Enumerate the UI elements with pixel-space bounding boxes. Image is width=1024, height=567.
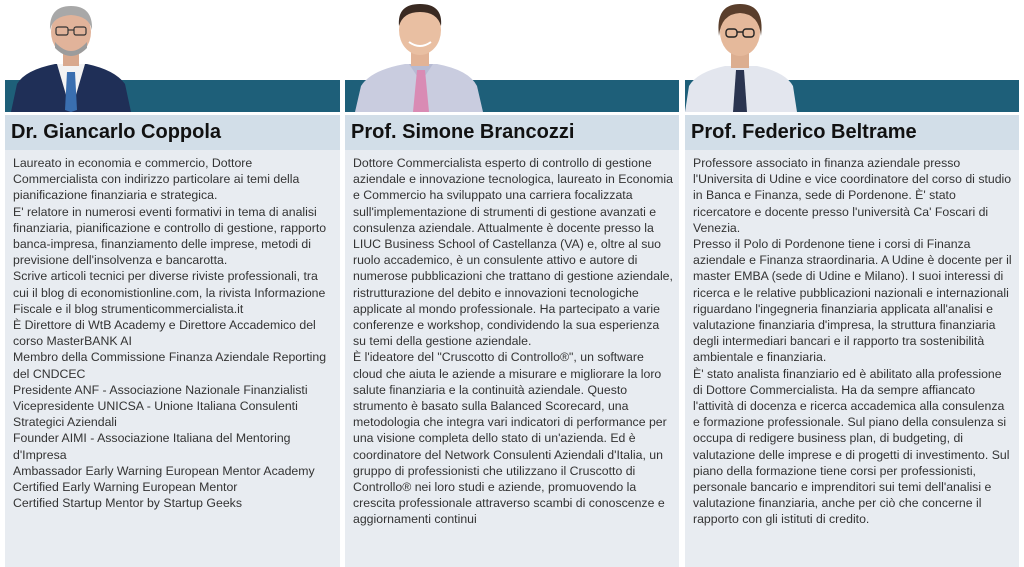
person-name: Dr. Giancarlo Coppola [11, 121, 222, 143]
bio-paragraph: Presso il Polo di Pordenone tiene i corsi di Finanza aziendale e Finanza straordinaria. A Udine è docente per il master EMBA (sede di Udine e Milano). I suoi interessi di ricerca e le relative pubblicazioni nazionali e internazionali riguardano l'ingegneria finanziaria applicata all'analisi e valutazione finanziaria d'impresa, la struttura finanziaria degli intermediari bancari e il rapporto tra sostenibilità ambientale e finanziaria. [693, 237, 1012, 365]
name-bar [345, 113, 679, 151]
bio-box [5, 150, 340, 567]
profile-card-coppola [5, 0, 340, 567]
bio-paragraph: Scrive articoli tecnici per diverse riviste professionali, tra cui il blog di economistionline.com, la rivista Informazione Fiscale e il blog strumenticommercialista.it [13, 269, 326, 316]
bio-paragraph: Founder AIMI - Associazione Italiana del Mentoring d'Impresa [13, 431, 291, 462]
bio-paragraph: Dottore Commercialista esperto di controllo di gestione aziendale e innovazione tecnologica, laureato in Economia e Commercio ha sviluppato una carriera focalizzata sull'implementazione di strumenti di gestione avanzati e consulenza aziendale. Attualmente è docente presso la LIUC Business School of Castellanza (VA) e, oltre al suo ruolo accademico, è un consulente attivo e autore di numerose pubblicazioni che trattano di gestione aziendale, ristrutturazione del debito e innovazioni tecnologiche applicate al mondo professionale. Ha partecipato a varie conferenze e workshop, condividendo la sua esperienza su temi della gestione aziendale. [353, 156, 673, 349]
photo-area [685, 0, 1019, 112]
bio-paragraph: Professore associato in finanza aziendale presso l'Universita di Udine e vice coordinatore del corso di studio in Banca e Finanza, sede di Pordenone. È' stato ricercatore e docente presso l'università Ca' Foscari di Venezia. [693, 156, 1012, 235]
bio-box [685, 150, 1019, 567]
bio-paragraph: Certified Startup Mentor by Startup Geeks [13, 496, 242, 511]
person-name: Prof. Simone Brancozzi [351, 121, 575, 143]
bio-paragraph: Membro della Commissione Finanza Aziendale Reporting del CNDCEC [13, 350, 327, 381]
bio-text [13, 155, 334, 511]
bio-box [345, 150, 679, 567]
name-bar [5, 113, 340, 151]
photo-area [5, 0, 340, 112]
portrait-photo-coppola [5, 0, 340, 112]
name-bar [685, 113, 1019, 151]
person-name: Prof. Federico Beltrame [691, 121, 917, 143]
bio-paragraph: Ambassador Early Warning European Mentor Academy [13, 463, 315, 478]
bio-paragraph: È Direttore di WtB Academy e Direttore Accademico del corso MasterBANK AI [13, 318, 316, 349]
bio-paragraph: Presidente ANF - Associazione Nazionale Finanzialisti [13, 382, 308, 397]
bio-paragraph: È l'ideatore del "Cruscotto di Controllo®", un software cloud che aiuta le aziende a misurare e migliorare la loro salute finanziaria e la continuità aziendale. Questo strumento è basato sulla Balanced Scorecard, una metodologia che integra vari indicatori di performance per una visione completa dello stato di un'azienda. Ed è coordinatore del Network Consulenti Aziendali d'Italia, un gruppo di professionisti che utilizzano il Cruscotto di Controllo® nei loro studi e aziende, promuovendo la crescita professionale attraverso scambi di conoscenze e aggiornamenti continui [353, 350, 667, 527]
bio-paragraph: Vicepresidente UNICSA - Unione Italiana Consulenti Strategici Aziendali [13, 399, 298, 430]
portrait-photo-beltrame [685, 0, 1019, 112]
bio-text [693, 155, 1013, 528]
bio-paragraph: È' stato analista finanziario ed è abilitato alla professione di Dottore Commercialista. Ha da sempre affiancato l'attività di docenza e ricerca accademica alla consulenza e formazione professionale. Sul piano della consulenza si occupa di redigere business plan, di budgeting, di valutazione delle imprese e di progetti di investimento. Sul piano della formazione tiene corsi per professionisti, personale bancario e imprenditori sui temi dell'analisi e valutazione finanziaria, anche per ciò che concerne il rapporto con gli istituti di credito. [693, 366, 1010, 527]
bio-paragraph: Certified Early Warning European Mentor [13, 480, 238, 495]
portrait-photo-brancozzi [345, 0, 679, 112]
photo-area [345, 0, 679, 112]
bio-text [353, 155, 673, 528]
profile-card-beltrame [685, 0, 1019, 567]
bio-paragraph: E' relatore in numerosi eventi formativi in tema di analisi finanziaria, pianificazione e controllo di gestione, rapporto banca-impresa, finanziamento delle imprese, metodi di previsione dell'insolvenza e bancarotta. [13, 204, 327, 268]
bio-paragraph: Laureato in economia e commercio, Dottore Commercialista con indirizzo particolare ai temi della pianificazione finanziaria e strategica. [13, 156, 300, 203]
profile-card-brancozzi [345, 0, 679, 567]
